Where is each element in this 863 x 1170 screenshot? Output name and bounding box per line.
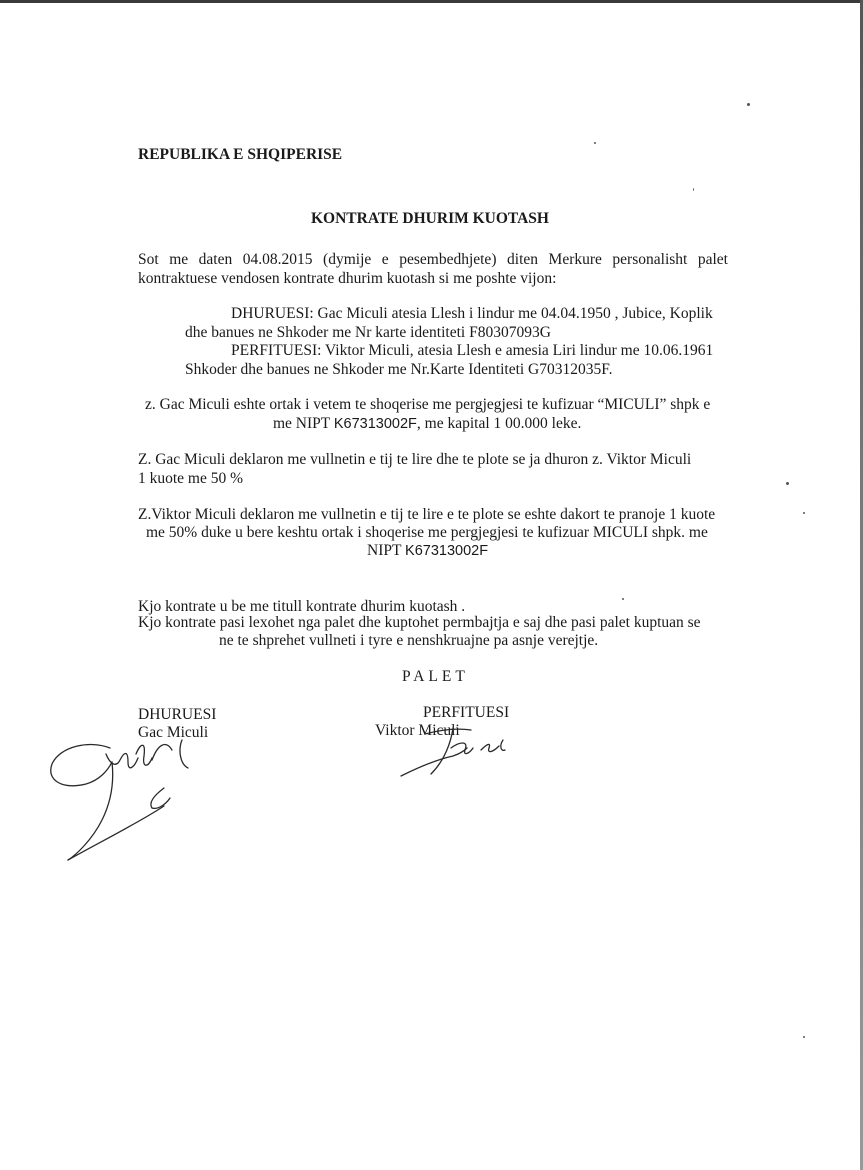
paragraph-3-line-2: me 50% duke u bere keshtu ortak i shoqerise me pergjegjesi te kufizuar MICULI shpk. me — [146, 524, 708, 541]
paragraph-1-line-2 — [273, 415, 581, 433]
donor-line-1: DHURUESI: Gac Miculi atesia Llesh i lindur me 04.04.1950 , Jubice, Koplik — [231, 305, 713, 322]
scan-speck — [803, 512, 805, 514]
scan-speck — [693, 188, 694, 191]
recipient-role: PERFITUESI — [423, 704, 510, 721]
scan-speck — [803, 1036, 805, 1038]
scan-edge-top — [0, 0, 863, 3]
nipt-value: K67313002F — [333, 416, 417, 432]
capital-text: , me kapital 1 00.000 leke. — [416, 415, 582, 432]
paragraph-1-line-1: z. Gac Miculi eshte ortak i vetem te shoqerise me pergjegjesi te kufizuar “MICULI” shpk e — [145, 396, 711, 413]
paragraph-3-line-1: Z.Viktor Miculi deklaron me vullnetin e tij te lire e te plote se eshte dakort te pranoje 1 kuote — [138, 506, 716, 523]
donor-name: Gac Miculi — [138, 724, 209, 741]
intro-line-1: Sot me daten 04.08.2015 (dymije e pesembedhjete) diten Merkure personalisht palet — [138, 251, 728, 268]
donor-signature — [40, 710, 220, 870]
intro-line-2: kontraktuese vendosen kontrate dhurim kuotash si me poshte vijon: — [138, 270, 557, 287]
paragraph-3-line-3 — [367, 542, 488, 560]
scan-speck — [747, 103, 750, 106]
closing-line-2: Kjo kontrate pasi lexohet nga palet dhe kuptohet permbajtja e saj dhe pasi palet kuptuan se — [138, 614, 701, 631]
scan-speck — [786, 482, 789, 485]
recipient-signature — [395, 720, 515, 790]
recipient-name: Viktor Miculi — [375, 722, 460, 739]
closing-line-3: ne te shprehet vullneti i tyre e nenshkruajne pa asnje verejtje. — [219, 632, 599, 649]
recipient-line-1: PERFITUESI: Viktor Miculi, atesia Llesh e amesia Liri lindur me 10.06.1961 — [231, 342, 714, 359]
nipt-label: me NIPT — [273, 415, 334, 432]
nipt-value: K67313002F — [405, 543, 489, 559]
donor-role: DHURUESI — [138, 706, 217, 723]
paragraph-2-line-1: Z. Gac Miculi deklaron me vullnetin e tij te lire dhe te plote se ja dhuron z. Viktor Miculi — [138, 451, 692, 468]
document-title: KONTRATE DHURIM KUOTASH — [311, 210, 549, 227]
scan-speck — [594, 142, 596, 144]
paragraph-2-line-2: 1 kuote me 50 % — [138, 470, 244, 487]
donor-line-2: dhe banues ne Shkoder me Nr karte identiteti F80307093G — [185, 324, 551, 341]
scan-speck — [622, 598, 624, 600]
recipient-line-2: Shkoder dhe banues ne Shkoder me Nr.Karte Identiteti G70312035F. — [185, 361, 613, 378]
parties-heading: PALET — [402, 668, 469, 685]
closing-line-1: Kjo kontrate u be me titull kontrate dhurim kuotash . — [138, 598, 466, 615]
nipt-label: NIPT — [367, 542, 406, 559]
document-header: REPUBLIKA E SHQIPERISE — [138, 146, 343, 163]
